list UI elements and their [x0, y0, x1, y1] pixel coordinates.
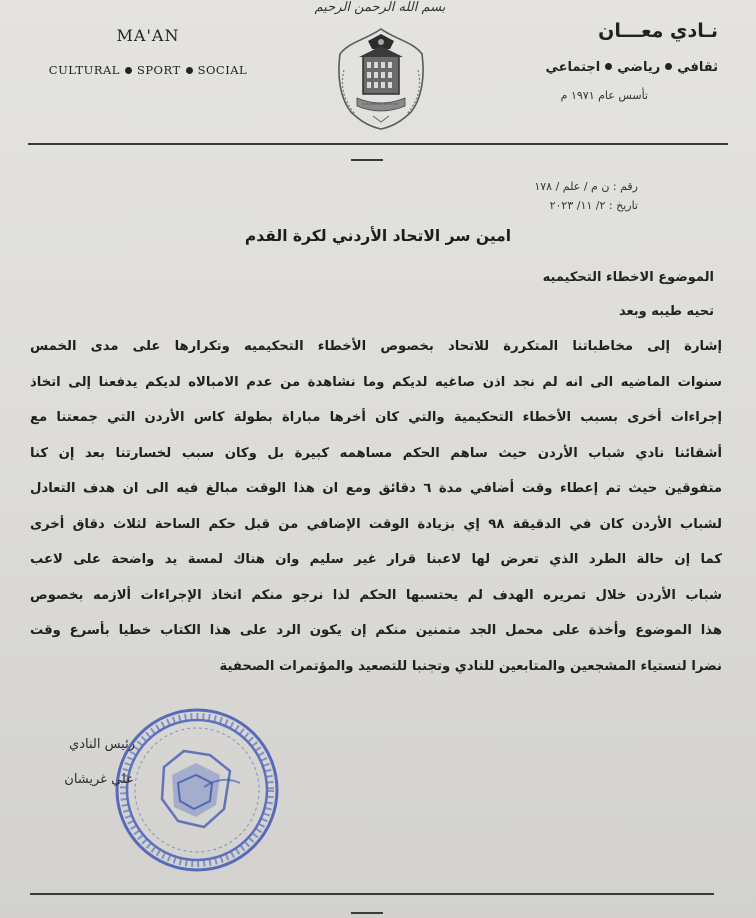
basmala: بسم الله الرحمن الرحيم: [314, 0, 446, 15]
header-divider: [28, 143, 728, 145]
club-arabic-header: [458, 20, 718, 102]
club-activities-english: CULTURAL SPORT SOCIAL: [48, 63, 248, 77]
letter-date: تاريخ : ٢/ ١١/ ٢٠٢٣: [549, 199, 638, 212]
body-line: كما إن حالة الطرد الذي تعرض لها لاعبنا قرار غير سليم وان هناك لمسة يد واضحة على لاعب: [30, 552, 722, 567]
club-emblem-icon: [335, 26, 427, 131]
body-line: هذا الموضوع وأخذة على محمل الجد متمنين منكم إن يكون الرد على هذا الكتاب خطيا بأسرع وقت: [30, 623, 722, 638]
club-name-arabic: نـادي معـــان: [598, 20, 718, 42]
reference-number: رقم : ن م / علم / ١٧٨: [534, 180, 638, 193]
bullet-icon: [125, 67, 132, 74]
club-name-english: MA'AN: [116, 26, 180, 45]
body-line: لشباب الأردن كان في الدقيقة ٩٨ إي بزيادة الوقت الإضافي من قبل حكم الساحة لثلاث دقاق أخرى: [30, 516, 722, 532]
signatory-title: رئيس النادي: [69, 737, 135, 752]
recipient: امين سر الاتحاد الأردني لكرة القدم: [244, 227, 512, 245]
body-line: سنوات الماضيه الى انه لم نجد اذن صاغيه لديكم وما نشاهدة من عدم الامبالاه لديكم يدفعنا إلى اتخاذ: [30, 374, 722, 390]
letter-body: [30, 329, 722, 684]
bullet-icon: [665, 63, 672, 70]
signatory-name: علي غريشان: [64, 772, 134, 787]
body-line: شباب الأردن خلال تمريره الهدف لم يحتسبها الحكم لذا نرجو منكم اتخاذ الإجراءات ألازمه بخصوص: [30, 587, 722, 603]
club-stamp-icon: [112, 705, 282, 875]
body-line: متفوقين حيث تم إعطاء وقت أضافي مدة ٦ دقائق ومع ان هذا الوقت مبالغ فيه الى ان هدف التعادل: [30, 481, 722, 496]
club-activities-arabic: ثقافيرياضياجتماعي: [545, 60, 718, 75]
body-line: إجراءات أخرى بسبب الأخطاء التحكيمية والتي كان أخرها مباراة بطولة كاس الأردن التي جمعتنا مع: [30, 410, 722, 425]
subject-line: الموضوع الاخطاء التحكيميه: [542, 270, 714, 285]
club-english-header: [28, 26, 268, 77]
bullet-icon: [605, 63, 612, 70]
footer-center-mark: [351, 912, 383, 914]
header-center-mark: [351, 159, 383, 161]
greeting: تحيه طيبه وبعد: [618, 304, 714, 319]
body-line: إشارة إلى مخاطباتنا المتكررة للاتحاد بخصوص الأخطاء التحكيميه وتكرارها على مدى الخمس: [30, 339, 722, 354]
footer-divider: [30, 893, 714, 895]
bullet-icon: [186, 67, 193, 74]
founded-year: تأسس عام ١٩٧١ م: [560, 89, 648, 102]
body-line: أشقائنا نادي شباب الأردن حيث ساهم الحكم مساهمه كبيرة بل وكان سبب لخسارتنا بعد إن كنا: [30, 445, 722, 461]
body-line: نضرا لنستياء المشجعين والمتابعين للنادي وتجنبا للتصعيد والمؤتمرات الصحفية: [219, 658, 722, 674]
